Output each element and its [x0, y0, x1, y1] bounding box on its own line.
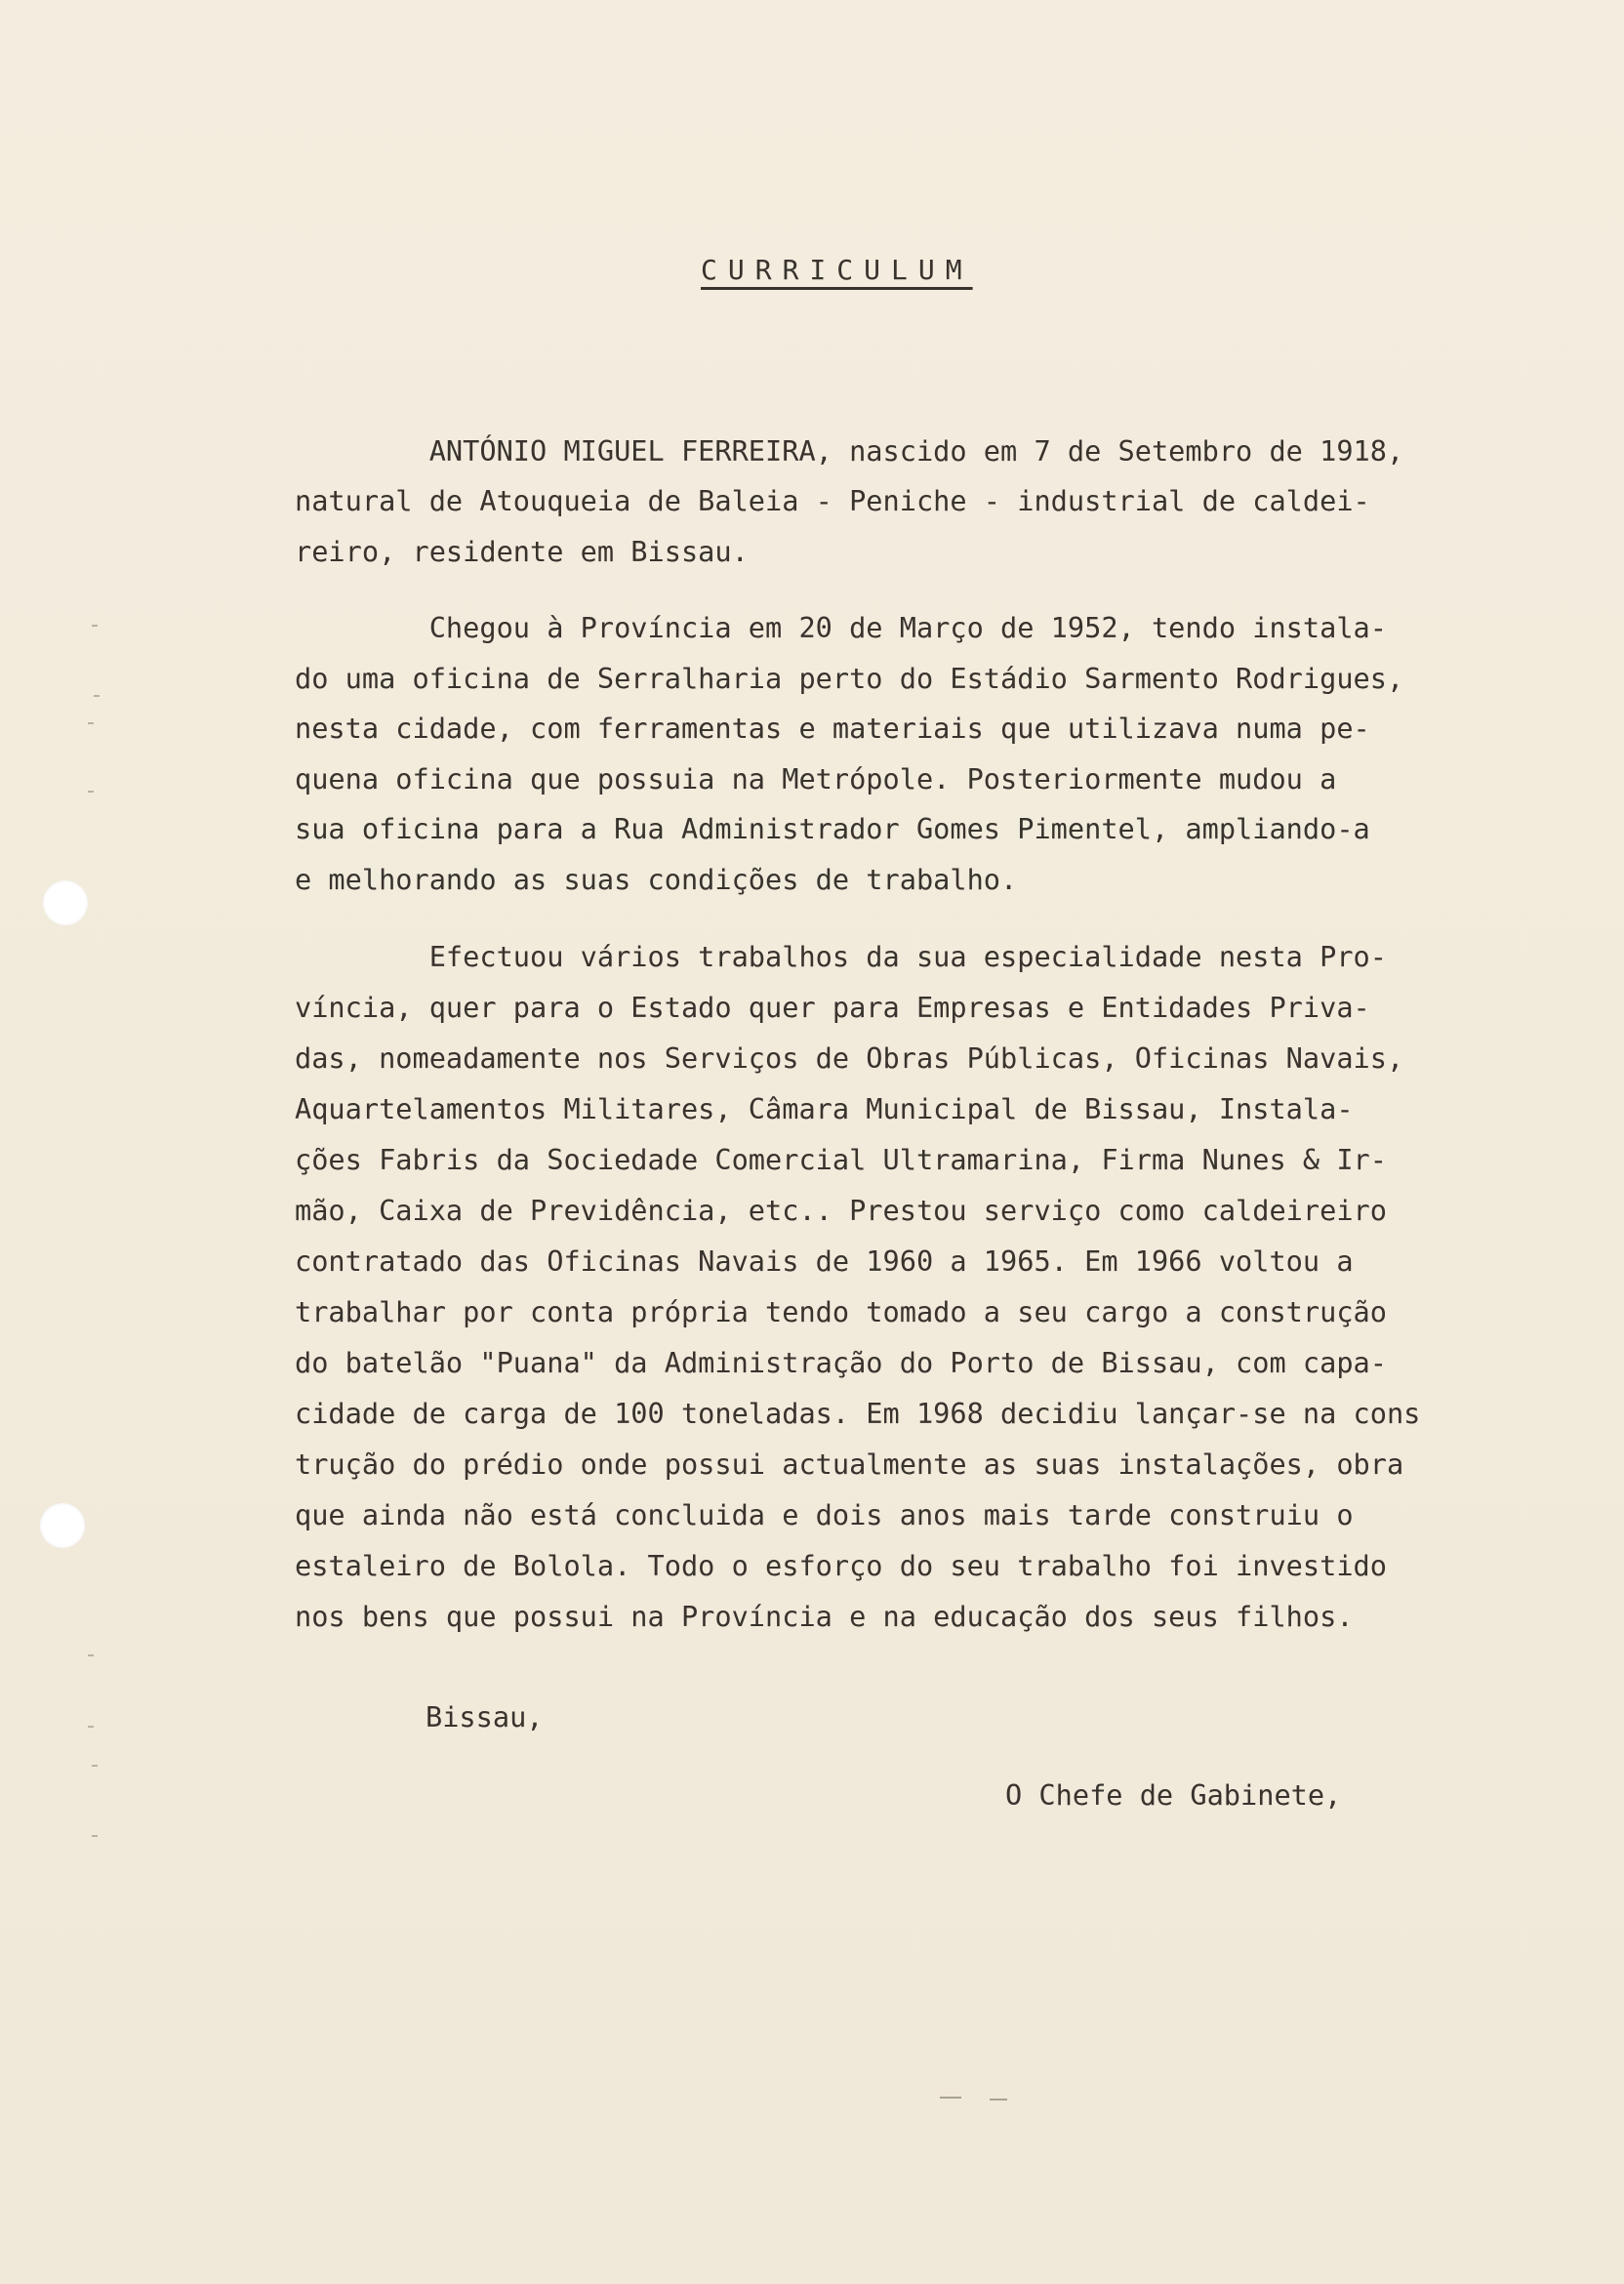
body-line: Aquartelamentos Militares, Câmara Municipal de Bissau, Instala-	[295, 1092, 1354, 1125]
body-line: que ainda não está concluida e dois anos mais tarde construiu o	[295, 1498, 1354, 1531]
body-line: nesta cidade, com ferramentas e materiais que utilizava numa pe-	[295, 712, 1370, 745]
body-line: ANTÓNIO MIGUEL FERREIRA, nascido em 7 de Setembro de 1918,	[295, 434, 1404, 468]
body-line: sua oficina para a Rua Administrador Gomes Pimentel, ampliando-a	[295, 812, 1370, 845]
body-line: cidade de carga de 100 toneladas. Em 1968 decidiu lançar-se na cons	[295, 1397, 1421, 1430]
body-line: do batelão "Puana" da Administração do Porto de Bissau, com capa-	[295, 1346, 1387, 1379]
body-line: quena oficina que possuia na Metrópole. Posteriormente mudou a	[295, 762, 1337, 795]
body-line: contratado das Oficinas Navais de 1960 a 1965. Em 1966 voltou a	[295, 1244, 1354, 1278]
body-line: estaleiro de Bolola. Todo o esforço do seu trabalho foi investido	[295, 1549, 1387, 1582]
body-line: nos bens que possui na Província e na educação dos seus filhos.	[295, 1600, 1354, 1633]
body-line: trabalhar por conta própria tendo tomado a seu cargo a construção	[295, 1295, 1387, 1328]
body-line: trução do prédio onde possui actualmente as suas instalações, obra	[295, 1448, 1404, 1481]
body-line: natural de Atouqueia de Baleia - Peniche - industrial de caldei-	[295, 484, 1370, 517]
document-title: CURRICULUM	[701, 254, 973, 286]
body-line: Efectuou vários trabalhos da sua especialidade nesta Pro-	[295, 940, 1387, 973]
body-line: mão, Caixa de Previdência, etc.. Prestou serviço como caldeireiro	[295, 1194, 1387, 1227]
body-line: do uma oficina de Serralharia perto do Estádio Sarmento Rodrigues,	[295, 662, 1404, 695]
body-line: ções Fabris da Sociedade Comercial Ultramarina, Firma Nunes & Ir-	[295, 1143, 1387, 1176]
body-line: reiro, residente em Bissau.	[295, 535, 749, 568]
body-line: e melhorando as suas condições de trabalho.	[295, 863, 1018, 896]
body-line: víncia, quer para o Estado quer para Empresas e Entidades Priva-	[295, 991, 1370, 1024]
body-line: das, nomeadamente nos Serviços de Obras Públicas, Oficinas Navais,	[295, 1041, 1404, 1075]
place-line: Bissau,	[426, 1700, 544, 1733]
body-line: Chegou à Província em 20 de Março de 1952, tendo instala-	[295, 611, 1387, 644]
signature-line: O Chefe de Gabinete,	[1005, 1778, 1342, 1812]
